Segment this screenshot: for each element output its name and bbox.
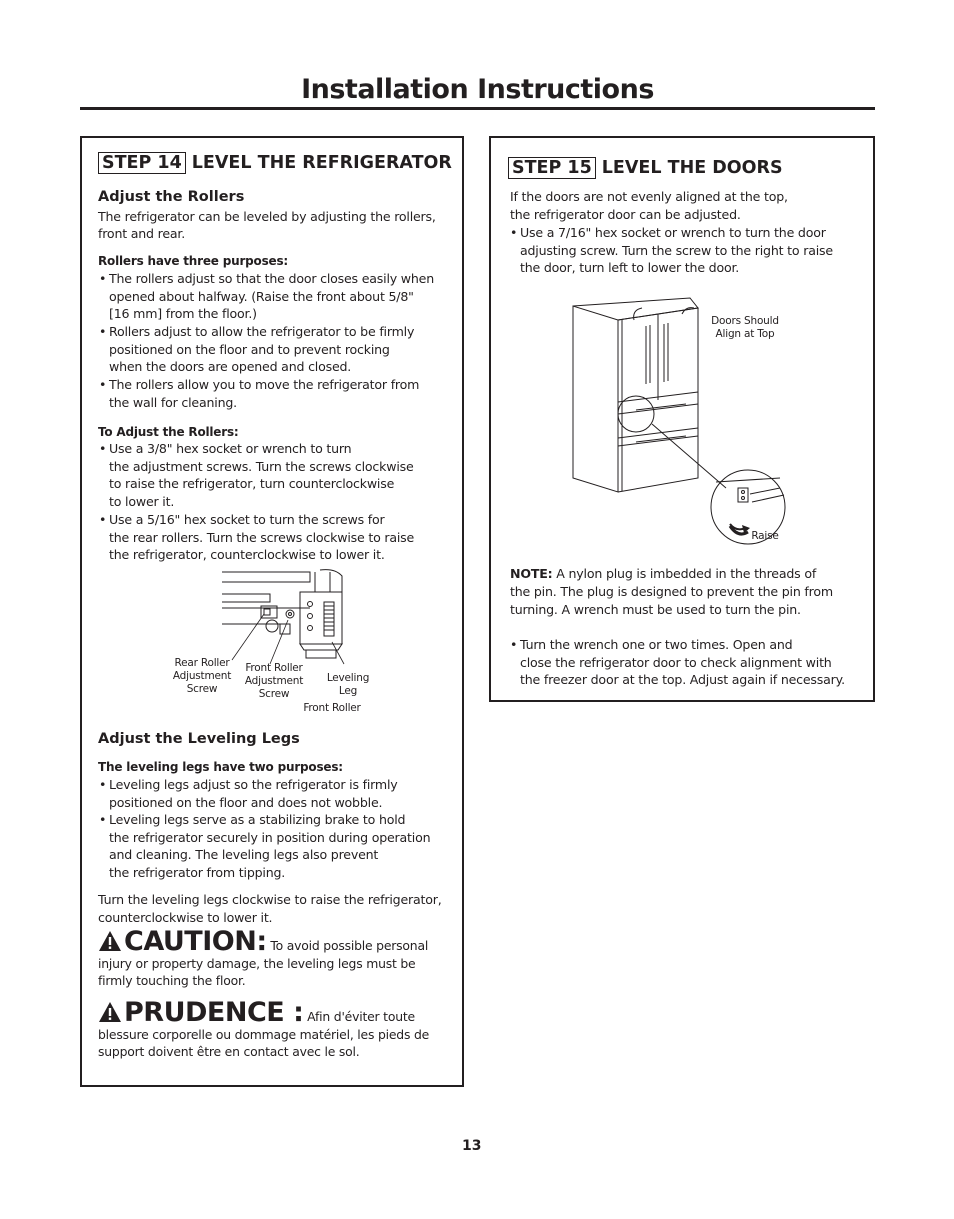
title-divider [80, 107, 875, 110]
step-15-heading [508, 158, 783, 178]
step-15-label: STEP 15 [508, 157, 596, 179]
adjust-roller-step: • Use a 5/16" hex socket to turn the screws for the rear rollers. Turn the screws clockwise to raise the refrigerator, counterclockwise to lower it. [99, 512, 415, 563]
note-line-3: turning. A wrench must be used to turn the pin. [510, 602, 801, 617]
front-roller-label: Front Roller [303, 702, 361, 714]
leveling-turn-line-2: counterclockwise to lower it. [98, 910, 273, 925]
caution-text-rest: injury or property damage, the leveling legs must be firmly touching the floor. [98, 955, 416, 988]
step-14-heading [98, 153, 452, 173]
rollers-intro-line-2: front and rear. [98, 226, 186, 241]
prudence-notice [98, 997, 458, 1061]
leg-purpose-item: • Leveling legs serve as a stabilizing brake to hold the refrigerator securely in position during operation and cleaning. The leveling legs also prevent the refrigerator from tipping. [99, 812, 431, 880]
prudence-text-first: Afin d'éviter toute [307, 1009, 415, 1024]
step-15-title: LEVEL THE DOORS [601, 158, 783, 178]
step-14-title: LEVEL THE REFRIGERATOR [191, 153, 452, 173]
roller-purpose-item: • The rollers adjust so that the door closes easily when opened about halfway. (Raise the front about 5/8" [16 mm] from the floor.) [99, 271, 435, 322]
door-check-step: • Turn the wrench one or two times. Open and close the refrigerator door to check alignment with the freezer door at the top. Adjust again if necessary. [510, 637, 845, 688]
caution-text-first: To avoid possible personal [270, 938, 429, 953]
note-line-1 [510, 565, 816, 583]
note-label: NOTE: [510, 566, 553, 581]
roller-purpose-item: • The rollers allow you to move the refrigerator from the wall for cleaning. [99, 377, 420, 410]
warning-triangle-icon [98, 930, 122, 952]
step-14-label: STEP 14 [98, 152, 186, 174]
adjust-legs-heading: Adjust the Leveling Legs [98, 731, 300, 747]
prudence-label: PRUDENCE : [124, 997, 304, 1028]
note-line-2: the pin. The plug is designed to prevent the pin from [510, 584, 833, 599]
rollers-intro-line-1: The refrigerator can be leveled by adjusting the rollers, [98, 209, 436, 224]
leg-purposes-heading: The leveling legs have two purposes: [98, 760, 343, 774]
caution-notice [98, 926, 458, 990]
adjust-roller-step: • Use a 3/8" hex socket or wrench to turn the adjustment screws. Turn the screws clockwise to raise the refrigerator, turn counterclockwise to lower it. [99, 441, 414, 509]
doors-intro-line-1: If the doors are not evenly aligned at the top, [510, 189, 788, 204]
leveling-turn-line-1: Turn the leveling legs clockwise to raise the refrigerator, [98, 892, 442, 907]
warning-triangle-icon [98, 1001, 122, 1023]
roller-purposes-heading: Rollers have three purposes: [98, 254, 289, 268]
doors-intro-line-2: the refrigerator door can be adjusted. [510, 207, 741, 222]
page-title: Installation Instructions [301, 74, 654, 105]
front-roller-screw-label: Front Roller Adjustment Screw [244, 662, 304, 700]
caution-label: CAUTION: [124, 926, 267, 957]
note-first: A nylon plug is imbedded in the threads of [556, 566, 817, 581]
adjust-rollers-heading: Adjust the Rollers [98, 189, 245, 205]
rear-roller-screw-label: Rear Roller Adjustment Screw [172, 657, 232, 695]
door-adjust-step: • Use a 7/16" hex socket or wrench to turn the door adjusting screw. Turn the screw to the right to raise the door, turn left to lower the door. [510, 225, 833, 276]
roller-purpose-item: • Rollers adjust to allow the refrigerator to be firmly positioned on the floor and to prevent rocking when the doors are opened and closed. [99, 324, 415, 375]
prudence-text-rest: blessure corporelle ou dommage matériel, les pieds de support doivent être en contact avec le sol. [98, 1026, 430, 1059]
raise-label: Raise [751, 530, 779, 542]
leveling-leg-label: Leveling Leg [326, 672, 370, 697]
page-number: 13 [462, 1138, 482, 1154]
adjust-rollers-subheading: To Adjust the Rollers: [98, 425, 239, 439]
leg-purpose-item: • Leveling legs adjust so the refrigerator is firmly positioned on the floor and does not wobble. [99, 777, 398, 810]
doors-align-label: Doors Should Align at Top [711, 315, 779, 340]
